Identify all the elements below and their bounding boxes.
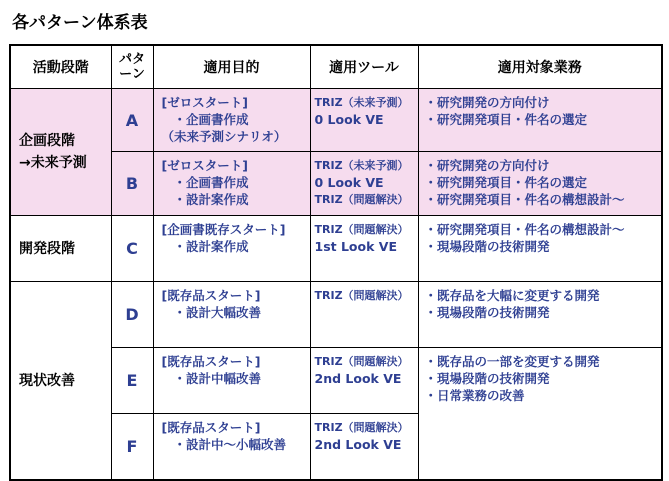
header-pattern bbox=[111, 45, 153, 89]
header-target: 適用対象業務 bbox=[418, 45, 662, 89]
tool-cell bbox=[310, 216, 418, 282]
target-item: ・研究開発項目・件名の構想設計～ bbox=[424, 192, 625, 207]
table-row bbox=[10, 89, 662, 152]
tool-cell bbox=[310, 152, 418, 216]
pattern-cell: B bbox=[111, 152, 153, 216]
tool-item: 0 Look VE bbox=[314, 175, 384, 190]
purpose-item: ・企画書作成 bbox=[173, 112, 249, 127]
page-title: 各パターン体系表 bbox=[12, 13, 148, 33]
tool-item: TRIZ（問題解決） bbox=[314, 355, 409, 368]
tool-item: TRIZ（問題解決） bbox=[314, 289, 409, 302]
header-tool: 適用ツール bbox=[310, 45, 418, 89]
target-cell bbox=[418, 216, 662, 282]
purpose-category: [既存品スタート] bbox=[161, 420, 261, 435]
header-pattern-line2: ーン bbox=[119, 67, 145, 82]
header-purpose: 適用目的 bbox=[153, 45, 310, 89]
target-cell bbox=[418, 89, 662, 152]
tool-cell bbox=[310, 282, 418, 348]
table-row bbox=[10, 282, 662, 348]
purpose-cell bbox=[153, 152, 310, 216]
group-planning bbox=[10, 89, 111, 216]
tool-item: TRIZ（問題解決） bbox=[314, 193, 409, 206]
tool-cell bbox=[310, 414, 418, 481]
tool-item: 1st Look VE bbox=[314, 239, 397, 254]
pattern-cell: D bbox=[111, 282, 153, 348]
target-item: ・研究開発項目・件名の選定 bbox=[424, 112, 588, 127]
purpose-category: [既存品スタート] bbox=[161, 354, 261, 369]
header-pattern-line1: パタ bbox=[118, 52, 145, 67]
group-development: 開発段階 bbox=[10, 216, 111, 282]
tool-cell bbox=[310, 89, 418, 152]
group-improvement: 現状改善 bbox=[10, 282, 111, 481]
purpose-item: ・設計案作成 bbox=[173, 192, 249, 207]
purpose-item: ・設計案作成 bbox=[173, 239, 249, 254]
purpose-item: （未来予測シナリオ） bbox=[161, 129, 287, 144]
purpose-cell bbox=[153, 348, 310, 414]
purpose-cell bbox=[153, 282, 310, 348]
target-cell bbox=[418, 152, 662, 216]
target-item: ・研究開発項目・件名の選定 bbox=[424, 175, 588, 190]
table-row bbox=[10, 216, 662, 282]
purpose-category: [既存品スタート] bbox=[161, 288, 261, 303]
purpose-category: [ゼロスタート] bbox=[161, 158, 248, 173]
header-activity: 活動段階 bbox=[10, 45, 111, 89]
target-item: ・既存品を大幅に変更する開発 bbox=[424, 288, 600, 303]
purpose-category: [ゼロスタート] bbox=[161, 95, 248, 110]
target-item: ・現場段階の技術開発 bbox=[424, 305, 550, 320]
target-item: ・研究開発の方向付け bbox=[424, 158, 550, 173]
target-item: ・現場段階の技術開発 bbox=[424, 239, 550, 254]
tool-item: 2nd Look VE bbox=[314, 437, 402, 452]
target-item: ・現場段階の技術開発 bbox=[424, 371, 550, 386]
header-row bbox=[10, 45, 662, 89]
purpose-cell bbox=[153, 89, 310, 152]
tool-item: 0 Look VE bbox=[314, 112, 384, 127]
pattern-cell: A bbox=[111, 89, 153, 152]
purpose-cell bbox=[153, 414, 310, 481]
pattern-system-table bbox=[9, 44, 663, 481]
pattern-cell: E bbox=[111, 348, 153, 414]
target-cell bbox=[418, 282, 662, 348]
tool-item: TRIZ（未来予測） bbox=[314, 96, 409, 109]
tool-cell bbox=[310, 348, 418, 414]
purpose-item: ・設計中幅改善 bbox=[173, 371, 262, 386]
tool-item: TRIZ（問題解決） bbox=[314, 223, 409, 236]
purpose-cell bbox=[153, 216, 310, 282]
group-planning-sublabel: →未来予測 bbox=[19, 155, 87, 171]
pattern-cell: F bbox=[111, 414, 153, 481]
group-planning-label: 企画段階 bbox=[19, 133, 75, 149]
target-cell bbox=[418, 348, 662, 481]
purpose-category: [企画書既存スタート] bbox=[161, 222, 286, 237]
pattern-cell: C bbox=[111, 216, 153, 282]
target-item: ・既存品の一部を変更する開発 bbox=[424, 354, 600, 369]
tool-item: TRIZ（未来予測） bbox=[314, 159, 409, 172]
target-item: ・研究開発の方向付け bbox=[424, 95, 550, 110]
target-item: ・研究開発項目・件名の構想設計～ bbox=[424, 222, 625, 237]
purpose-item: ・設計大幅改善 bbox=[173, 305, 262, 320]
purpose-item: ・設計中～小幅改善 bbox=[173, 437, 287, 452]
purpose-item: ・企画書作成 bbox=[173, 175, 249, 190]
tool-item: 2nd Look VE bbox=[314, 371, 402, 386]
target-item: ・日常業務の改善 bbox=[424, 388, 525, 403]
tool-item: TRIZ（問題解決） bbox=[314, 421, 409, 434]
